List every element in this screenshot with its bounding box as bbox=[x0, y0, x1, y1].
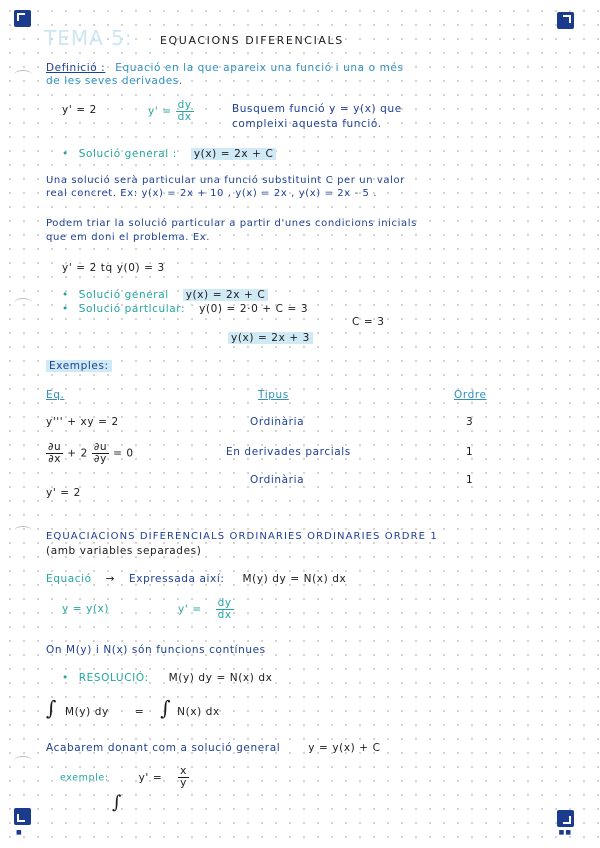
du-dy-fraction bbox=[92, 442, 109, 465]
dy-den-2: ∂y bbox=[94, 453, 107, 465]
definicio-line1: Equació en la que apareix una funció i una o més bbox=[115, 62, 404, 74]
section2-dx-den: dx bbox=[217, 609, 232, 621]
dy-dx-fraction bbox=[176, 100, 194, 123]
du-dx-fraction bbox=[46, 442, 63, 465]
initial-text-line1: Podem triar la solució particular a partir d'unes condicions inicials bbox=[46, 218, 417, 229]
general-solution-1 bbox=[62, 148, 276, 160]
acabarem-row bbox=[46, 742, 381, 754]
initial-general-label: Solució general bbox=[78, 289, 169, 301]
search-line1: Busquem funció y = y(x) que bbox=[232, 103, 402, 115]
table-row-1-eq: y''' + xy = 2 bbox=[46, 416, 119, 428]
resolucio-eq: M(y) dy = N(x) dx bbox=[168, 672, 273, 684]
exemples-heading-text: Exemples: bbox=[46, 360, 112, 372]
table-row-2-eq bbox=[46, 442, 134, 465]
table-row-3-tipus: Ordinària bbox=[250, 474, 305, 486]
initial-general-eq: y(x) = 2x + C bbox=[183, 289, 269, 301]
definicio-label: Definició : bbox=[46, 62, 106, 74]
section2-yprime-label: y' = bbox=[178, 603, 202, 616]
section2-dy-num: dy bbox=[217, 597, 232, 609]
exemple-den: y bbox=[180, 777, 187, 789]
particular-text-line2: real concret. Ex: y(x) = 2x + 10 , y(x) = 2x , y(x) = 2x - 5 . bbox=[46, 188, 378, 199]
equacio-label: Equació bbox=[46, 573, 92, 585]
exemples-heading bbox=[46, 360, 112, 372]
du-num-1: ∂u bbox=[48, 441, 62, 453]
table-row-3-eq: y' = 2 bbox=[46, 487, 81, 499]
corner-mark-top-right bbox=[557, 12, 574, 29]
integral-row bbox=[46, 696, 220, 720]
du-num-2: ∂u bbox=[93, 441, 108, 453]
section2-subtitle: (amb variables separades) bbox=[46, 545, 202, 557]
initial-condition: y' = 2 tq y(0) = 3 bbox=[62, 262, 165, 274]
binder-hole-3 bbox=[14, 526, 32, 536]
example-y-prime: y' = 2 bbox=[62, 104, 97, 116]
integral-left-icon: ∫ bbox=[46, 696, 58, 720]
initial-particular bbox=[62, 303, 308, 315]
corner-mark-bottom-right bbox=[557, 810, 574, 827]
integral-right-expr: N(x) dx bbox=[177, 706, 220, 718]
table-row-2-tipus: En derivades parcials bbox=[226, 446, 351, 458]
binder-hole-2 bbox=[14, 298, 32, 308]
exemple-num: x bbox=[180, 765, 187, 777]
example-y-prime-fraction bbox=[148, 100, 194, 123]
page-title: EQUACIONS DIFERENCIALS bbox=[160, 34, 344, 47]
table-header-ordre: Ordre bbox=[454, 389, 487, 401]
exemple-row bbox=[60, 766, 189, 789]
corner-mark-bottom-left bbox=[14, 808, 31, 825]
exemple-integral-icon: ∫ bbox=[112, 792, 122, 813]
corner-mark-top-left bbox=[14, 10, 31, 27]
arrow-right-icon: → bbox=[105, 573, 116, 585]
dy-num: dy bbox=[177, 99, 192, 111]
resolucio-row bbox=[62, 672, 272, 684]
table-row-2-ordre: 1 bbox=[466, 446, 474, 458]
integral-right-icon: ∫ bbox=[160, 696, 172, 720]
x-over-y-fraction bbox=[178, 766, 189, 789]
section2-title: EQUACIACIONS DIFERENCIALS ORDINARIES ORDINARIES ORDRE 1 bbox=[46, 531, 438, 542]
initial-particular-eq2: C = 3 bbox=[352, 316, 385, 328]
search-line2: compleixi aquesta funció. bbox=[232, 118, 382, 130]
row2-plus-2: + 2 bbox=[67, 447, 88, 460]
dx-den-1: ∂x bbox=[48, 453, 62, 465]
integral-left-expr: M(y) dy bbox=[64, 706, 109, 718]
on-text: On M(y) i N(x) són funcions contínues bbox=[46, 644, 266, 656]
corner-dots-bottom-left: ■ bbox=[16, 829, 23, 836]
general-solution-eq: y(x) = 2x + C bbox=[191, 148, 277, 160]
table-row-1-ordre: 3 bbox=[466, 416, 474, 428]
table-header-tipus: Tipus bbox=[258, 389, 289, 401]
row2-equals-0: = 0 bbox=[113, 447, 134, 460]
tema-heading: TEMA 5: bbox=[44, 26, 133, 50]
section2-dy-dx-fraction bbox=[216, 598, 234, 621]
general-solution-label: Solució general : bbox=[78, 148, 177, 160]
dx-den: dx bbox=[177, 111, 192, 123]
acabarem-eq: y = y(x) + C bbox=[308, 742, 381, 754]
initial-particular-eq1: y(0) = 2·0 + C = 3 bbox=[199, 303, 309, 315]
resolucio-label: RESOLUCIÓ: bbox=[78, 672, 149, 684]
exemple-y-prime: y' = bbox=[138, 771, 163, 784]
integral-equals: = bbox=[134, 706, 145, 718]
initial-general bbox=[62, 289, 268, 301]
definicio-line2: de les seves derivades. bbox=[46, 75, 183, 87]
initial-text-line2: que em doni el problema. Ex. bbox=[46, 232, 211, 243]
y-prime-dy-dx bbox=[178, 598, 234, 621]
corner-dots-bottom-right: ■■ bbox=[558, 829, 572, 836]
binder-hole-1 bbox=[14, 70, 32, 80]
exemple-label: exemple: bbox=[60, 772, 109, 784]
particular-text-line1: Una solució serà particular una funció substituint C per un valor bbox=[46, 175, 405, 186]
table-row-3-ordre: 1 bbox=[466, 474, 474, 486]
acabarem-text: Acabarem donant com a solució general bbox=[46, 742, 281, 754]
expressada-eq: M(y) dy = N(x) dx bbox=[242, 573, 347, 585]
table-row-1-tipus: Ordinària bbox=[250, 416, 305, 428]
y-eq: y = y(x) bbox=[62, 603, 110, 615]
definicio-block bbox=[46, 62, 404, 74]
table-header-eq: Eq. bbox=[46, 389, 65, 401]
expressada-label: Expressada així: bbox=[129, 573, 225, 585]
equacio-row bbox=[46, 573, 346, 585]
initial-particular-label: Solució particular: bbox=[78, 303, 186, 315]
binder-hole-4 bbox=[14, 756, 32, 766]
initial-result: y(x) = 2x + 3 bbox=[228, 332, 313, 344]
y-prime-label: y' = bbox=[148, 105, 172, 118]
